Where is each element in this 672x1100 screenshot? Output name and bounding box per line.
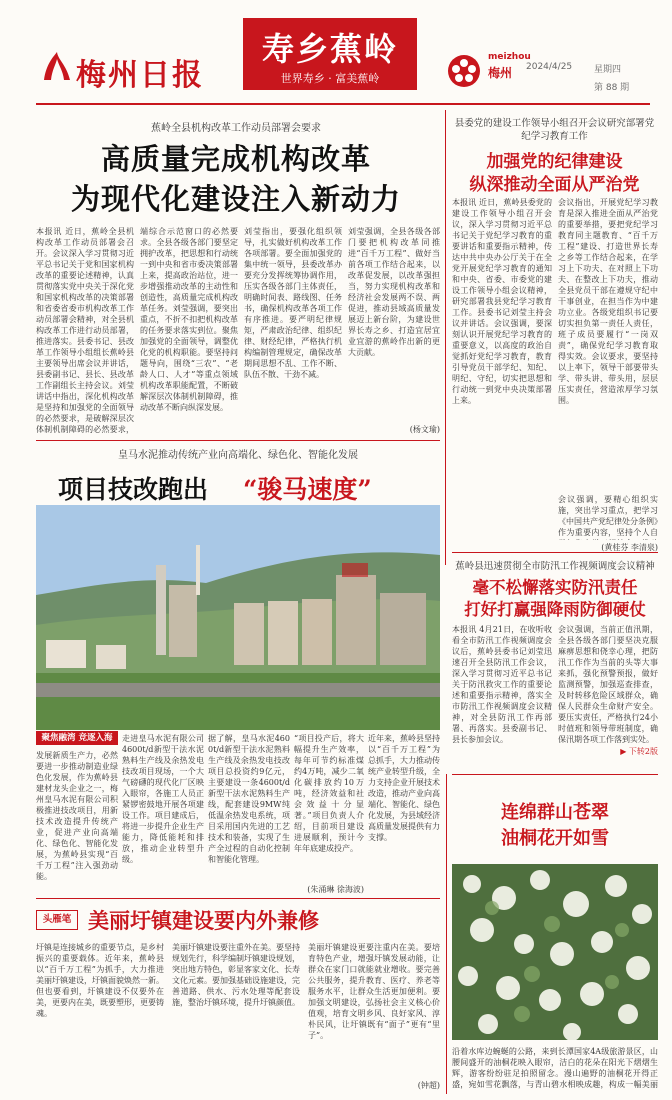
flood-top-rule (452, 552, 658, 553)
side-body-col-2b: 会议强调，要精心组织实施，突出学习重点，把学习《中国共产党纪律处分条例》作为重要内容，坚持个人自 (558, 495, 658, 537)
feature-tag (36, 731, 118, 745)
supplement-title: 寿乡蕉岭 (261, 30, 398, 68)
flood-headline-2: 打好打赢强降雨防御硬仗 (464, 600, 646, 619)
column-rule (445, 110, 446, 565)
feature-tag-label: 聚焦融湾 竞逐入海 (41, 733, 113, 743)
feature-photo (36, 505, 440, 730)
essay-body-col-2: 美丽圩镇建设要注重外在美。要坚持规划先行，科学编制圩镇建设规划，突出地方特色，彰显客家文化、长寿文化元素。要加强基础设施建设，完善道路、供水、污水处理等配套设施，整治圩镇环境，提升圩镇颜值。 (172, 943, 300, 1007)
masthead (0, 0, 672, 100)
flood-continued-link[interactable]: ▶ 下转2版 (620, 747, 658, 756)
side-body-col-2: 会议指出，开展党纪学习教育是深入推进全面从严治党的重要举措，要把党纪学习教育同主题教育、“百千万工程”建设、打造世界长寿之乡等工作结合起来，在学习上下功夫、在对照上下功夫、在整改上下功夫，推动全县党员干部在遵规守纪中干事创业，在担当作为中建功立业。各级党组织书记要切实担负第一责任人责任，班子成员要履行“一岗双责”，确保党纪学习教育取得实效。会议要求，要坚持以上率下，领导干部要带头学、带头讲、带头用，层层压实责任，营造浓厚学习氛围。 (558, 198, 658, 405)
lead-headline-2: 为现代化建设注入新动力 (70, 182, 401, 216)
feature-headline-quote: “骏马速度” (243, 475, 372, 504)
scenic-top-rule (452, 774, 658, 775)
feature-byline: (朱涌琳 徐海波) (307, 885, 364, 894)
supplement-slogan: 世界寿乡 · 富美蕉岭 (280, 72, 380, 85)
lead-body-col-4: 刘莹强调，全县各级各部门要把机构改革同推进“百千万工程”、做好当前各项工作结合起来，以改革促发展，以改革强担当，努力实现机构改革和经济社会发展两不误、两促进，推动县域高质量发展迈上新台阶，为建设世界长寿之乡、打造宜居宜业宜游的蕉岭作出新的更大贡献。 (348, 227, 440, 357)
cement-plant-photo (36, 505, 440, 730)
newspaper-brand: 梅州日报 (76, 58, 204, 93)
newspaper-logo-icon (40, 50, 74, 84)
issue-weekday: 星期四 (594, 65, 622, 75)
feature-body-col-5: 近年来，蕉岭县坚持以“百千万工程”为总抓手，大力推动传统产业转型升级，全力支持企业开展技术改造，推动产业向高端化、智能化、绿色化发展，为县域经济高质量发展提供有力支撑。 (368, 734, 440, 842)
scenic-headline-2: 油桐花开如雪 (501, 828, 609, 849)
feature-body-col-2: 走进皇马水泥有限公司4600t/d新型干法水泥熟料生产线及余热发电技改项目现场，一个大气磅礴的现代化厂区映入眼帘，各施工人员正紧锣密鼓地开展各项建设工作。项目建成后，将进一步提升企业生产能力，降低能耗和排放，推动企业转型升级。 (122, 734, 204, 864)
essay-column-badge (36, 910, 78, 930)
header-rule (36, 103, 650, 105)
scenic-photo (452, 864, 658, 1040)
side-headline-2: 纵深推动全面从严治党 (469, 175, 640, 195)
scenic-headline-1: 连绵群山苍翠 (501, 802, 609, 823)
essay-byline: (钟超) (417, 1081, 440, 1090)
feature-body-col-4: “项目投产后，将大幅提升生产效率，每年可节约标准煤约4万吨，减少二氧化碳排放约10万吨，经济效益和社会效益十分显著。”项目负责人介绍，目前项目建设进展顺利，预计今年年底建成投产。 (294, 734, 364, 853)
city-pinyin: meizhou (488, 52, 531, 62)
lead-byline: (杨文瑜) (409, 425, 440, 434)
lead-kicker: 蕉岭全县机构改革工作动员部署会要求 (151, 123, 321, 134)
essay-body-col-3: 美丽圩镇建设更要注重内在美。要培育特色产业，增强圩镇发展动能，让群众在家门口就能就业增收。要完善公共服务，提升教育、医疗、养老等服务水平，让群众生活更加便利。要加强文明建设，弘扬社会主义核心价值观，培育文明乡风、良好家风、淳朴民风，让圩镇既有“面子”更有“里子”。 (308, 943, 440, 1040)
feature-top-rule (36, 440, 440, 441)
flood-body-col-1: 本报讯 4月21日，在收听收看全市防汛工作视频调度会议后，蕉岭县委书记刘莹迅速召开全县防汛工作会议，深入学习贯彻习近平总书记关于防汛救灾工作的重要论述和重要指示精神，落实全市防汛工作视频调度会议精神，对全县防汛工作再部署、再落实。县委副书记、县长参加会议。 (452, 625, 552, 744)
feature-body-col-1: 发展新质生产力，必然要进一步推动制造业绿色化发展，作为蕉岭县建材龙头企业之一，梅州皇马水泥有限公司积极推进技改项目，用新技术改造提升传统产业，促进产业向高端化、绿色化、智能化发展，为蕉岭县实现“百千万工程”注入强劲动能。 (36, 751, 118, 881)
column-rule-lower (446, 774, 447, 1094)
city-emblem-icon (447, 54, 481, 88)
feature-headline (36, 466, 440, 502)
feature-kicker: 皇马水泥推动传统产业向高端化、绿色化、智能化发展 (118, 450, 358, 461)
essay-body-col-1: 圩镇是连接城乡的重要节点，是乡村振兴的重要载体。近年来，蕉岭县以“百千万工程”为抓手，大力推进美丽圩镇建设，圩镇面貌焕然一新。但也要看到，圩镇建设不仅要外在美，更要内在美，既要塑形，更要铸魂。 (36, 943, 164, 1018)
lead-body-col-3: 刘莹指出，要强化组织领导，扎实做好机构改革工作各项部署。要全面加强党的集中统一领导，县委改革办要充分发挥统筹协调作用，压实各级各部门主体责任，明确时间表、路线图、任务书，确保机构改革各项工作有序推进。要严明纪律规矩，严肃政治纪律、组织纪律、财经纪律，严格执行机构编制管理规定，确保改革期间思想不乱、工作不断、队伍不散、干劲不减。 (244, 227, 342, 379)
issue-number: 第 88 期 (594, 83, 630, 93)
supplement-banner (243, 18, 417, 90)
side-byline: (黄桂芬 李清泉) (601, 543, 658, 552)
issue-date: 2024/4/25 (526, 62, 573, 72)
feature-headline-main: 项目技改跑出 (58, 475, 209, 504)
lead-headline-1: 高质量完成机构改革 (100, 142, 371, 176)
essay-column-label: 头雁笔 (42, 914, 72, 925)
flood-kicker: 蕉岭县迅速贯彻全市防汛工作视频调度会议精神 (455, 561, 655, 572)
essay-headline: 美丽圩镇建设要内外兼修 (88, 908, 319, 933)
flood-body-col-2: 会议强调，当前正值汛期，全县各级各部门要坚决克服麻痹思想和侥幸心理，把防汛工作作为当前的头等大事来抓，强化预警预报，做好监测预警，加强巡查排查，及时转移危险区域群众，确保人民群众生命财产安全。要压实责任，严格执行24小时值班和领导带班制度，确保汛期各项工作落到实处。 (558, 625, 658, 744)
tung-blossom-photo (452, 864, 658, 1040)
lead-body-col-2: 端综合示范窗口的必然要求。全县各级各部门要坚定拥护改革，把思想和行动统一到中央和省市委决策部署上来，提高政治站位，进一步增强推动改革的主动性和创造性，高质量完成机构改革任务。刘莹强调，要突出重点，不折不扣把机构改革的任务要求落实到位。聚焦加强党的全面领导，调整优化党的机构职能。要坚持问题导向，围绕“三农”、“老龄人口、人才”等重点领域机构改革职能配置，不断破解深层次体制机制障碍，推动改革不断向纵深发展。 (140, 227, 238, 412)
city-name: 梅州 (488, 66, 513, 80)
side-kicker: 县委党的建设工作领导小组召开会议研究部署党纪学习教育工作 (454, 118, 655, 142)
feature-body-col-3: 据了解，皇马水泥4600t/d新型干法水泥熟料生产线及余热发电技改项目总投资约9亿元，主要建设一条4600t/d新型干法水泥熟料生产线，配套建设9MW纯低温余热发电系统，项目采用国内先进的工艺技术和装备，实现了生产全过程的自动化控制和智能化管理。 (208, 734, 290, 864)
side-headline-1: 加强党的纪律建设 (486, 152, 623, 172)
scenic-caption: 沿着水库边蜿蜒的公路，来到长潭国家4A级旅游景区，山腰间盛开的油桐花映入眼帘，洁白的花朵在阳光下熠熠生辉，游客纷纷驻足拍照留念。漫山遍野的油桐花开得正盛，宛如雪花飘落，与青山碧水相映成趣，构成一幅美丽 (452, 1047, 658, 1089)
flood-headline-1: 毫不松懈落实防汛责任 (472, 578, 638, 597)
essay-top-rule (36, 898, 440, 899)
lead-body-col-1: 本报讯 近日，蕉岭全县机构改革工作动员部署会召开。会议深入学习贯彻习近平总书记关于党和国家机构改革的重要论述精神，认真贯彻落实党中央关于深化党和国家机构改革的决策部署和省委省委市机构改革工作动员部署会精神，对全县机构改革工作进行动员部署，推进落实。县委书记、县改革工作领导小组组长蕉岭县主要领导出席会议并讲话，县委副书记、县长、县改革工作副组长主持会议。刘莹讲话中指出，深化机构改革是坚持和加强党的全面领导的必然要求，是破解深层次体制机制障碍的必然要求， (36, 227, 134, 434)
side-body-col-1: 本报讯 近日，蕉岭县委党的建设工作领导小组召开会议，深入学习贯彻习近平总书记关于党纪学习教育的重要讲话和重要指示精神，传达中共中央办公厅关于在全党开展党纪学习教育的通知和中央、省委、市委党的建设工作领导小组会议精神，研究部署我县党纪学习教育工作。县委书记刘莹主持会议并讲话。会议强调，要深刻认识开展党纪学习教育的重要意义，以高度的政治自觉抓好党纪学习教育，教育引导党员干部学纪、知纪、明纪、守纪，切实把思想和行动统一到党中央决策部署上来。 (452, 198, 552, 405)
